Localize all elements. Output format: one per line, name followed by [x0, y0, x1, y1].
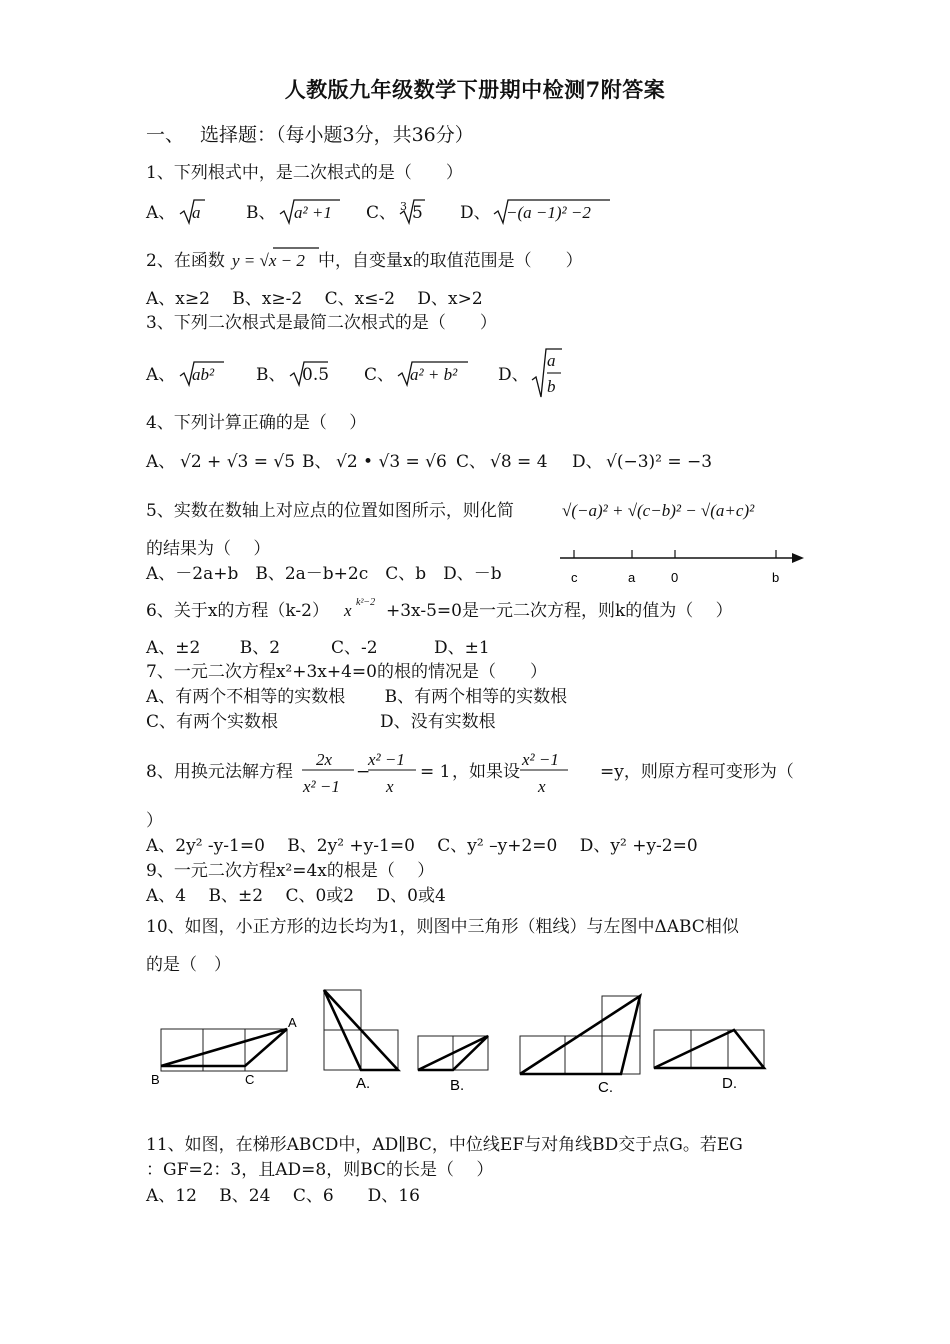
q8-minus: − [356, 762, 371, 782]
q10-stem-continued: 的是（ ） [146, 955, 231, 975]
label-vertex-b: B [151, 1072, 160, 1087]
q3-option-b-expr: 0.5 [302, 365, 330, 385]
q6-exponent: k²−2 [356, 597, 376, 608]
q5-stem-continued: 的结果为（ ） [146, 539, 271, 559]
q8-frac1-num: 2x [316, 750, 333, 769]
section-number: 一、 [146, 124, 185, 146]
label-option-d: D. [722, 1075, 737, 1092]
axis-label-zero: 0 [671, 570, 679, 585]
q8-frac2-den: x [386, 777, 394, 796]
q10-figures [140, 984, 780, 1100]
q4-option-c-label: C、 [456, 452, 487, 472]
label-vertex-c: C [245, 1072, 255, 1087]
q5-stem: 5、实数在数轴上对应点的位置如图所示，则化简 [146, 501, 514, 521]
q8-stem-suffix: =y，则原方程可变形为（ [600, 762, 794, 782]
q8-options: A、2y² -y-1=0 B、2y² +y-1=0 C、y² –y+2=0 D、y² +y-2=0 [146, 836, 698, 856]
q8-frac2-bar [366, 768, 418, 772]
q11-options: A、12 B、24 C、6 D、16 [146, 1186, 420, 1206]
q6-base-x: x [344, 601, 352, 620]
q8-stem-prefix: 8、用换元法解方程 [146, 762, 293, 782]
q11-stem-continued: ：GF=2：3，且AD=8，则BC的长是（ ） [146, 1160, 494, 1180]
number-line-arrow [792, 553, 804, 563]
q8-frac1-den: x² −1 [303, 777, 340, 796]
q3-stem: 3、下列二次根式是最简二次根式的是（ ） [146, 313, 497, 333]
q4-option-b-expr: √2 • √3 = √6 [336, 452, 447, 472]
q3-option-d-numerator: a [547, 351, 556, 370]
q4-stem: 4、下列计算正确的是（ ） [146, 413, 367, 433]
q8-frac3-num: x² −1 [522, 750, 559, 769]
q8-stem-close: ） [146, 811, 163, 831]
q1-option-b-label: B、 [246, 203, 276, 223]
q5-expression: √(−a)² + √(c−b)² − √(a+c)² [562, 501, 755, 520]
q1-option-c-expr: 5 [412, 203, 423, 223]
q8-frac3-den: x [538, 777, 546, 796]
q3-option-c-expr: a² + b² [410, 365, 458, 384]
q5-options: A、－2a+b B、2a－b+2c C、b D、－b [146, 564, 502, 584]
section-heading: 选择题：（每小题3分，共36分） [200, 124, 474, 146]
q4-option-d-expr: √(−3)² = −3 [606, 452, 713, 472]
q3-option-c-label: C、 [364, 365, 395, 385]
q8-frac3-bar [518, 768, 570, 772]
label-option-c: C. [598, 1079, 613, 1096]
figure-abc [161, 1029, 287, 1071]
q3-option-b-label: B、 [256, 365, 286, 385]
q2-stem-suffix: 中，自变量x的取值范围是（ ） [318, 251, 583, 271]
q3-option-d-label: D、 [498, 365, 529, 385]
label-vertex-a: A [288, 1015, 297, 1030]
q1-option-a-label: A、 [146, 203, 176, 223]
q2-sqrt-bar [265, 246, 325, 254]
q1-option-b-expr: a² +1 [294, 203, 332, 222]
q1-option-c-index: 3 [400, 200, 407, 213]
q8-stem-middle: ，如果设 [452, 762, 520, 782]
q11-stem: 11、如图，在梯形ABCD中，AD∥BC，中位线EF与对角线BD交于点G。若EG [146, 1135, 743, 1155]
q1-option-d-expr: −(a −1)² −2 [506, 203, 591, 222]
figure-option-b [418, 1036, 488, 1070]
q4-option-c-expr: √8 = 4 [490, 452, 548, 472]
q3-option-d-denominator: b [547, 377, 556, 396]
figure-option-d [654, 1030, 764, 1068]
q9-options: A、4 B、±2 C、0或2 D、0或4 [146, 886, 446, 906]
q8-equals-one: = 1 [420, 762, 451, 782]
q4-option-b-label: B、 [302, 452, 332, 472]
page-title: 人教版九年级数学下册期中检测7附答案 [284, 77, 666, 102]
q7-options-cd: C、有两个实数根 D、没有实数根 [146, 712, 496, 732]
q1-stem: 1、下列根式中，是二次根式的是（ ） [146, 163, 463, 183]
q2-stem-expr: y = √x − 2 [232, 251, 305, 270]
q3-option-a-expr: ab² [192, 365, 215, 384]
label-option-b: B. [450, 1077, 465, 1094]
q4-option-a-expr: √2 + √3 = √5 [180, 452, 296, 472]
q1-option-a-expr: a [192, 203, 201, 222]
q9-stem: 9、一元二次方程x²=4x的根是（ ） [146, 861, 435, 881]
q3-option-a-label: A、 [146, 365, 176, 385]
axis-label-b: b [772, 570, 780, 585]
q4-option-a-label: A、 [146, 452, 176, 472]
q2-options: A、x≥2 B、x≥-2 C、x≤-2 D、x>2 [146, 289, 483, 309]
axis-label-c: c [571, 570, 578, 585]
q6-stem-suffix: +3x-5=0是一元二次方程，则k的值为（ ） [386, 601, 733, 621]
label-option-a: A. [356, 1075, 371, 1092]
q7-stem: 7、一元二次方程x²+3x+4=0的根的情况是（ ） [146, 662, 547, 682]
q7-options-ab: A、有两个不相等的实数根 B、有两个相等的实数根 [146, 687, 568, 707]
q6-options: A、±2 B、2 C、-2 D、±1 [146, 638, 490, 658]
figure-option-a [324, 990, 398, 1070]
q5-number-line [552, 540, 812, 590]
q8-frac1-bar [300, 768, 356, 772]
axis-label-a: a [628, 570, 636, 585]
q10-stem: 10、如图，小正方形的边长均为1，则图中三角形（粗线）与左图中ΔABC相似 [146, 917, 739, 937]
figure-option-c [520, 996, 640, 1074]
q4-option-d-label: D、 [572, 452, 603, 472]
q1-option-d-label: D、 [460, 203, 491, 223]
q2-stem-prefix: 2、在函数 [146, 251, 225, 271]
q1-option-c-label: C、 [366, 203, 397, 223]
q8-frac2-num: x² −1 [368, 750, 405, 769]
q6-stem-prefix: 6、关于x的方程（k-2） [146, 601, 329, 621]
